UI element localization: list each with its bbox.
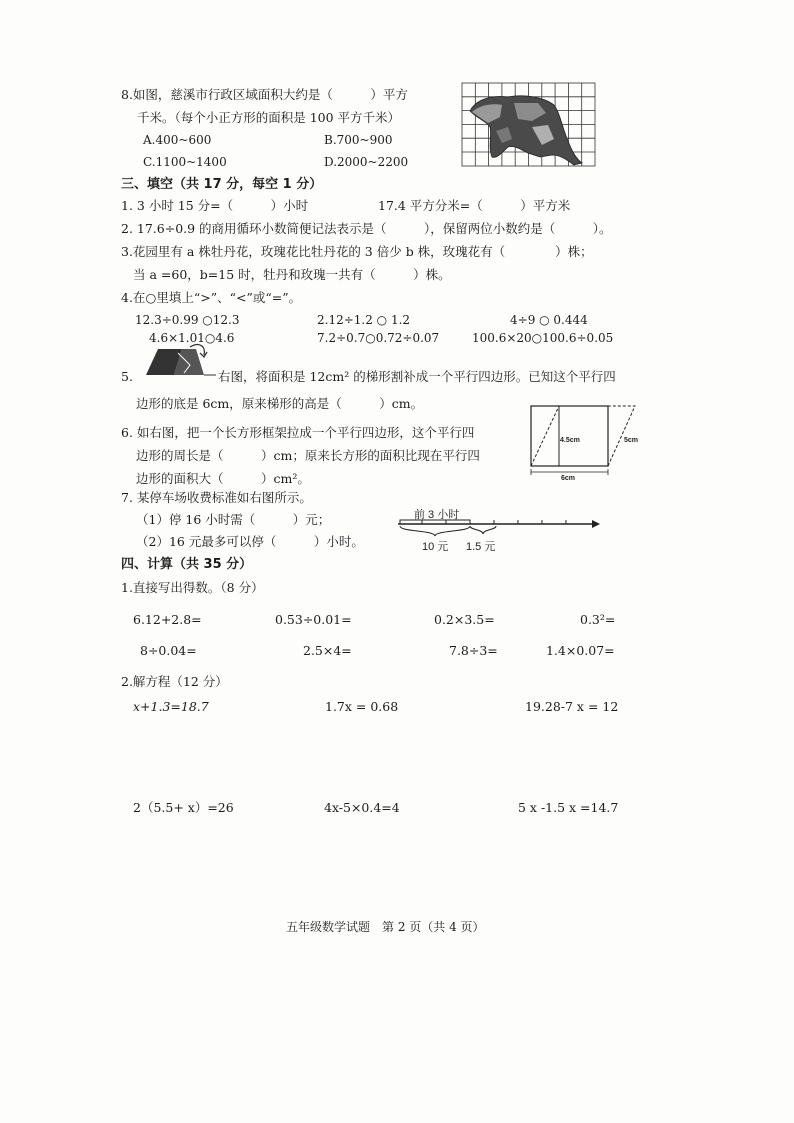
rectangle-parallelogram-figure xyxy=(527,404,647,482)
q3-line2: 当 a =60，b=15 时，牡丹和玫瑰一共有（ ）株。 xyxy=(133,267,451,282)
oral-calc-item: 0.2×3.5= xyxy=(434,612,495,627)
base-label: 6cm xyxy=(561,475,576,482)
q1-part-a: 1. 3 小时 15 分=（ ）小时 xyxy=(121,198,309,213)
section4-title: 四、计算（共 35 分） xyxy=(121,557,253,572)
equation-item: 1.7x = 0.68 xyxy=(325,699,399,714)
price-10-label: 10 元 xyxy=(422,541,449,553)
q6-line1: 6. 如右图，把一个长方形框架拉成一个平行四边形，这个平行四 xyxy=(121,425,475,440)
q8-option-b: B.700~900 xyxy=(324,133,393,147)
oral-calc-item: 0.3²= xyxy=(580,612,616,627)
q5-line1: 右图，将面积是 12cm² 的梯形割补成一个平行四边形。已知这个平行四 xyxy=(218,369,616,384)
equation-item: x+1.3=18.7 xyxy=(133,699,209,714)
q2-text: 2. 17.6÷0.9 的商用循环小数简便记法表示是（ ），保留两位小数约是（ ）。 xyxy=(121,221,612,236)
q1-part-b: 17.4 平方分米=（ ）平方米 xyxy=(378,198,571,213)
q7-title: 7. 某停车场收费标准如右图所示。 xyxy=(121,490,312,505)
side-label: 5cm xyxy=(624,437,639,444)
q5-line2: 边形的底是 6cm，原来梯形的高是（ ）cm。 xyxy=(136,396,424,411)
cixi-map-figure xyxy=(462,83,596,167)
q4-item: 4÷9 ○ 0.444 xyxy=(510,313,588,327)
q6-line3: 边形的面积大（ ）cm²。 xyxy=(136,471,310,486)
parking-fee-figure xyxy=(398,506,602,556)
oral-calc-item: 6.12+2.8= xyxy=(133,612,202,627)
part1-title: 1.直接写出得数。（8 分） xyxy=(121,580,264,595)
q8-option-d: D.2000~2200 xyxy=(324,155,409,169)
q4-item: 4.6×1.01○4.6 xyxy=(149,331,235,345)
q8-line2: 千米。（每个小正方形的面积是 100 平方千米） xyxy=(137,110,401,125)
part2-title: 2.解方程（12 分） xyxy=(121,674,228,689)
equation-item: 5 x -1.5 x =14.7 xyxy=(518,800,619,815)
q3-line1: 3.花园里有 a 株牡丹花，玫瑰花比牡丹花的 3 倍少 b 株，玫瑰花有（ ）株； xyxy=(121,244,593,259)
section3-title: 三、填空（共 17 分，每空 1 分） xyxy=(121,177,323,192)
oral-calc-item: 8÷0.04= xyxy=(140,643,197,658)
q8-line1: 8.如图，慈溪市行政区域面积大约是（ ）平方 xyxy=(121,87,408,102)
oral-calc-item: 0.53÷0.01= xyxy=(275,612,352,627)
equation-item: 19.28-7 x = 12 xyxy=(525,699,619,714)
first-3-hours-label: 前 3 小时 xyxy=(414,509,460,521)
q4-item: 7.2÷0.7○0.72÷0.07 xyxy=(317,331,440,345)
q8-option-c: C.1100~1400 xyxy=(143,155,227,169)
q4-item: 2.12÷1.2 ○ 1.2 xyxy=(317,313,411,327)
q4-item: 12.3÷0.99 ○12.3 xyxy=(135,313,240,327)
q5-number: 5. xyxy=(121,369,133,384)
equation-item: 4x-5×0.4=4 xyxy=(324,800,400,815)
q8-option-a: A.400~600 xyxy=(143,133,212,147)
oral-calc-item: 1.4×0.07= xyxy=(546,643,615,658)
q7-sub1: （1）停 16 小时需（ ）元； xyxy=(136,512,331,527)
oral-calc-item: 2.5×4= xyxy=(303,643,352,658)
page-footer: 五年级数学试题 第 2 页（共 4 页） xyxy=(286,920,485,934)
trapezoid-figure xyxy=(144,343,218,379)
equation-item: 2（5.5+ x）=26 xyxy=(133,800,234,815)
q4-title: 4.在○里填上“>”、“<”或“=”。 xyxy=(121,290,302,305)
oral-calc-item: 7.8÷3= xyxy=(449,643,498,658)
height-label: 4.5cm xyxy=(560,437,580,444)
price-1-5-label: 1.5 元 xyxy=(466,541,496,553)
q6-line2: 边形的周长是（ ）cm；原来长方形的面积比现在平行四 xyxy=(136,448,480,463)
q4-item: 100.6×20○100.6÷0.05 xyxy=(472,331,614,345)
q7-sub2: （2）16 元最多可以停（ ）小时。 xyxy=(136,534,364,549)
